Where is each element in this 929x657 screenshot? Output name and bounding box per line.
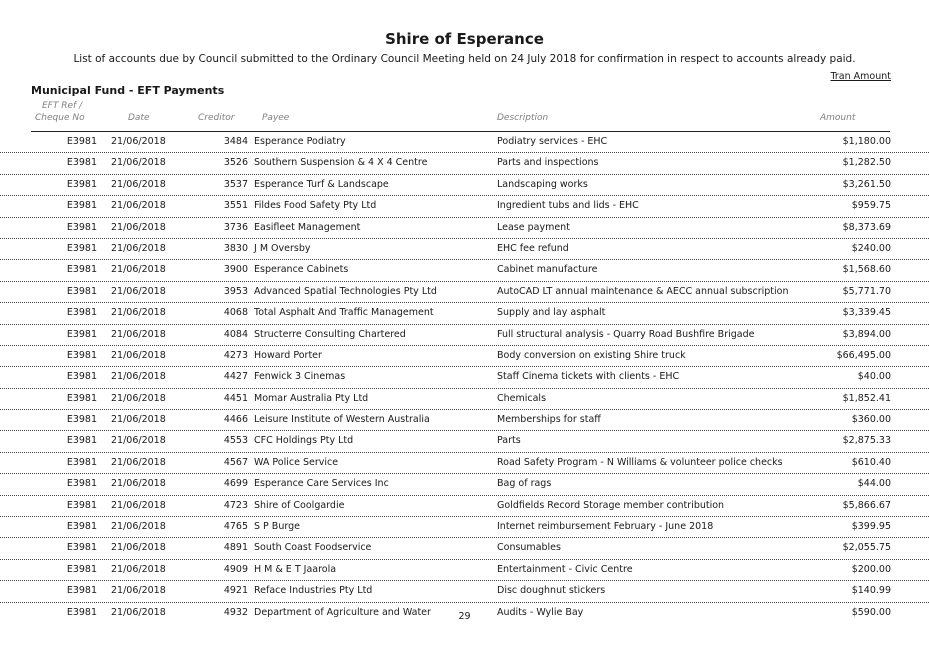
row-creditor: 3551: [223, 200, 248, 212]
row-description: EHC fee refund: [497, 242, 569, 254]
row-ref: E3981: [66, 563, 97, 575]
row-creditor: 3526: [223, 157, 248, 169]
row-amount: $1,568.60: [842, 264, 891, 276]
row-ref: E3981: [66, 200, 97, 212]
row-amount: $959.75: [851, 200, 891, 212]
row-ref: E3981: [66, 478, 97, 490]
row-date: 21/06/2018: [111, 349, 166, 361]
row-amount: $5,771.70: [842, 285, 891, 297]
row-creditor: 3830: [223, 242, 248, 254]
row-date: 21/06/2018: [111, 221, 166, 233]
row-payee: Reface Industries Pty Ltd: [254, 585, 373, 597]
table-row: [0, 153, 929, 174]
row-ref: E3981: [66, 606, 97, 618]
row-creditor: 4553: [223, 435, 248, 447]
fund-title: Municipal Fund - EFT Payments: [31, 84, 225, 97]
table-row: [0, 303, 929, 324]
row-ref: E3981: [66, 178, 97, 190]
row-payee: Leisure Institute of Western Australia: [254, 414, 430, 426]
row-description: Body conversion on existing Shire truck: [497, 349, 686, 361]
row-creditor: 4068: [223, 307, 248, 319]
table-row: [0, 282, 929, 303]
row-description: Staff Cinema tickets with clients - EHC: [497, 371, 680, 383]
row-payee: Esperance Care Services Inc: [254, 478, 389, 490]
row-payee: Fenwick 3 Cinemas: [254, 371, 346, 383]
row-date: 21/06/2018: [111, 435, 166, 447]
row-amount: $399.95: [851, 521, 891, 533]
row-ref: E3981: [66, 307, 97, 319]
table-row: [0, 538, 929, 559]
row-ref: E3981: [66, 221, 97, 233]
row-description: Internet reimbursement February - June 2018: [497, 521, 714, 533]
row-ref: E3981: [66, 242, 97, 254]
row-description: Cabinet manufacture: [497, 264, 598, 276]
row-creditor: 4427: [223, 371, 248, 383]
row-creditor: 4567: [223, 456, 248, 468]
header-amount: Amount: [820, 113, 856, 123]
row-creditor: 3953: [223, 285, 248, 297]
row-ref: E3981: [66, 585, 97, 597]
row-payee: Structerre Consulting Chartered: [254, 328, 406, 340]
row-date: 21/06/2018: [111, 242, 166, 254]
row-amount: $3,339.45: [842, 307, 891, 319]
row-ref: E3981: [66, 157, 97, 169]
header-ref-line1: EFT Ref /: [42, 101, 83, 111]
row-date: 21/06/2018: [111, 563, 166, 575]
payments-table: [0, 132, 929, 623]
table-row: [0, 410, 929, 431]
row-amount: $44.00: [857, 478, 891, 490]
row-description: Bag of rags: [497, 478, 552, 490]
row-description: Chemicals: [497, 392, 547, 404]
row-date: 21/06/2018: [111, 392, 166, 404]
row-description: Podiatry services - EHC: [497, 136, 608, 147]
row-creditor: 4466: [223, 414, 248, 426]
row-ref: E3981: [66, 414, 97, 426]
row-ref: E3981: [66, 392, 97, 404]
table-row: [0, 260, 929, 281]
document-subtitle: List of accounts due by Council submitted to the Ordinary Council Meeting held on 24 July 2018 for confirmation in respect to accounts already paid.: [73, 53, 856, 65]
row-date: 21/06/2018: [111, 414, 166, 426]
row-date: 21/06/2018: [111, 585, 166, 597]
row-description: AutoCAD LT annual maintenance & AECC annual subscription: [497, 285, 789, 297]
row-amount: $590.00: [851, 606, 891, 618]
header-description: Description: [497, 113, 549, 123]
row-creditor: 4765: [223, 521, 248, 533]
header-ref-line2: Cheque No: [35, 113, 85, 123]
row-date: 21/06/2018: [111, 371, 166, 383]
row-creditor: 3900: [223, 264, 248, 276]
table-row: [0, 517, 929, 538]
row-description: Disc doughnut stickers: [497, 585, 606, 597]
row-payee: South Coast Foodservice: [254, 542, 372, 554]
row-date: 21/06/2018: [111, 456, 166, 468]
row-description: Parts and inspections: [497, 157, 599, 169]
row-creditor: 4273: [223, 349, 248, 361]
row-description: Ingredient tubs and lids - EHC: [497, 200, 639, 212]
row-amount: $610.40: [851, 456, 891, 468]
row-date: 21/06/2018: [111, 521, 166, 533]
table-row: [0, 196, 929, 217]
row-amount: $8,373.69: [842, 221, 891, 233]
table-row: [0, 346, 929, 367]
header-date: Date: [128, 113, 150, 123]
row-description: Road Safety Program - N Williams & volunteer police checks: [497, 456, 783, 468]
row-creditor: 3537: [223, 178, 248, 190]
row-amount: $360.00: [851, 414, 891, 426]
row-payee: Esperance Turf & Landscape: [254, 178, 389, 190]
table-row: [0, 132, 929, 153]
table-row: [0, 560, 929, 581]
row-date: 21/06/2018: [111, 328, 166, 340]
row-payee: Esperance Cabinets: [254, 264, 349, 276]
row-creditor: 4891: [223, 542, 248, 554]
table-row: [0, 389, 929, 410]
row-payee: CFC Holdings Pty Ltd: [254, 435, 354, 447]
row-description: Audits - Wylie Bay: [497, 606, 584, 618]
row-ref: E3981: [66, 542, 97, 554]
row-ref: E3981: [66, 136, 97, 147]
header-payee: Payee: [262, 113, 290, 123]
row-description: Landscaping works: [497, 178, 588, 190]
row-creditor: 3484: [223, 136, 248, 147]
row-description: Consumables: [497, 542, 561, 554]
row-amount: $3,261.50: [842, 178, 891, 190]
row-payee: H M & E T Jaarola: [254, 563, 337, 575]
row-description: Memberships for staff: [497, 414, 601, 426]
table-row: [0, 239, 929, 260]
row-payee: Advanced Spatial Technologies Pty Ltd: [254, 285, 437, 297]
table-row: [0, 218, 929, 239]
table-row: [0, 581, 929, 602]
row-ref: E3981: [66, 349, 97, 361]
row-creditor: 4451: [223, 392, 248, 404]
row-ref: E3981: [66, 521, 97, 533]
row-amount: $1,852.41: [842, 392, 891, 404]
row-payee: Howard Porter: [254, 349, 322, 361]
row-payee: Easifleet Management: [254, 221, 361, 233]
row-amount: $200.00: [851, 563, 891, 575]
row-ref: E3981: [66, 499, 97, 511]
row-payee: Shire of Coolgardie: [254, 499, 345, 511]
row-amount: $40.00: [857, 371, 891, 383]
tran-amount-label: Tran Amount: [830, 71, 891, 82]
table-row: [0, 325, 929, 346]
row-date: 21/06/2018: [111, 499, 166, 511]
row-ref: E3981: [66, 285, 97, 297]
row-payee: Fildes Food Safety Pty Ltd: [254, 200, 377, 212]
row-payee: Department of Agriculture and Water: [254, 606, 431, 618]
row-date: 21/06/2018: [111, 606, 166, 618]
row-date: 21/06/2018: [111, 285, 166, 297]
row-creditor: 4932: [223, 606, 248, 618]
row-ref: E3981: [66, 328, 97, 340]
table-row: [0, 453, 929, 474]
row-description: Lease payment: [497, 221, 570, 233]
row-description: Goldfields Record Storage member contribution: [497, 499, 725, 511]
table-header: [0, 101, 929, 131]
row-description: Supply and lay asphalt: [497, 307, 606, 319]
row-date: 21/06/2018: [111, 157, 166, 169]
document-title: Shire of Esperance: [385, 30, 544, 48]
row-payee: Southern Suspension & 4 X 4 Centre: [254, 157, 428, 169]
row-date: 21/06/2018: [111, 264, 166, 276]
table-row: [0, 175, 929, 196]
row-creditor: 3736: [223, 221, 248, 233]
row-date: 21/06/2018: [111, 136, 166, 147]
row-payee: Esperance Podiatry: [254, 136, 346, 147]
row-amount: $240.00: [851, 242, 891, 254]
row-date: 21/06/2018: [111, 200, 166, 212]
row-ref: E3981: [66, 264, 97, 276]
row-payee: S P Burge: [254, 521, 300, 533]
row-amount: $2,875.33: [842, 435, 891, 447]
row-date: 21/06/2018: [111, 542, 166, 554]
row-amount: $3,894.00: [842, 328, 891, 340]
row-date: 21/06/2018: [111, 178, 166, 190]
page-number: 29: [458, 611, 471, 622]
table-row: [0, 474, 929, 495]
row-payee: WA Police Service: [254, 456, 339, 468]
row-date: 21/06/2018: [111, 307, 166, 319]
row-creditor: 4723: [223, 499, 248, 511]
row-date: 21/06/2018: [111, 478, 166, 490]
row-ref: E3981: [66, 435, 97, 447]
row-amount: $66,495.00: [836, 349, 891, 361]
row-description: Full structural analysis - Quarry Road Bushfire Brigade: [497, 328, 755, 340]
row-amount: $140.99: [851, 585, 891, 597]
row-payee: J M Oversby: [254, 242, 311, 254]
header-creditor: Creditor: [198, 113, 235, 123]
row-payee: Total Asphalt And Traffic Management: [254, 307, 434, 319]
row-amount: $1,282.50: [842, 157, 891, 169]
row-creditor: 4909: [223, 563, 248, 575]
table-row: [0, 367, 929, 388]
row-creditor: 4699: [223, 478, 248, 490]
row-amount: $1,180.00: [842, 136, 891, 147]
row-payee: Momar Australia Pty Ltd: [254, 392, 369, 404]
table-row: [0, 431, 929, 452]
row-creditor: 4084: [223, 328, 248, 340]
row-amount: $2,055.75: [842, 542, 891, 554]
row-ref: E3981: [66, 371, 97, 383]
row-description: Parts: [497, 435, 521, 447]
row-description: Entertainment - Civic Centre: [497, 563, 633, 575]
row-ref: E3981: [66, 456, 97, 468]
row-amount: $5,866.67: [842, 499, 891, 511]
row-creditor: 4921: [223, 585, 248, 597]
table-row: [0, 496, 929, 517]
